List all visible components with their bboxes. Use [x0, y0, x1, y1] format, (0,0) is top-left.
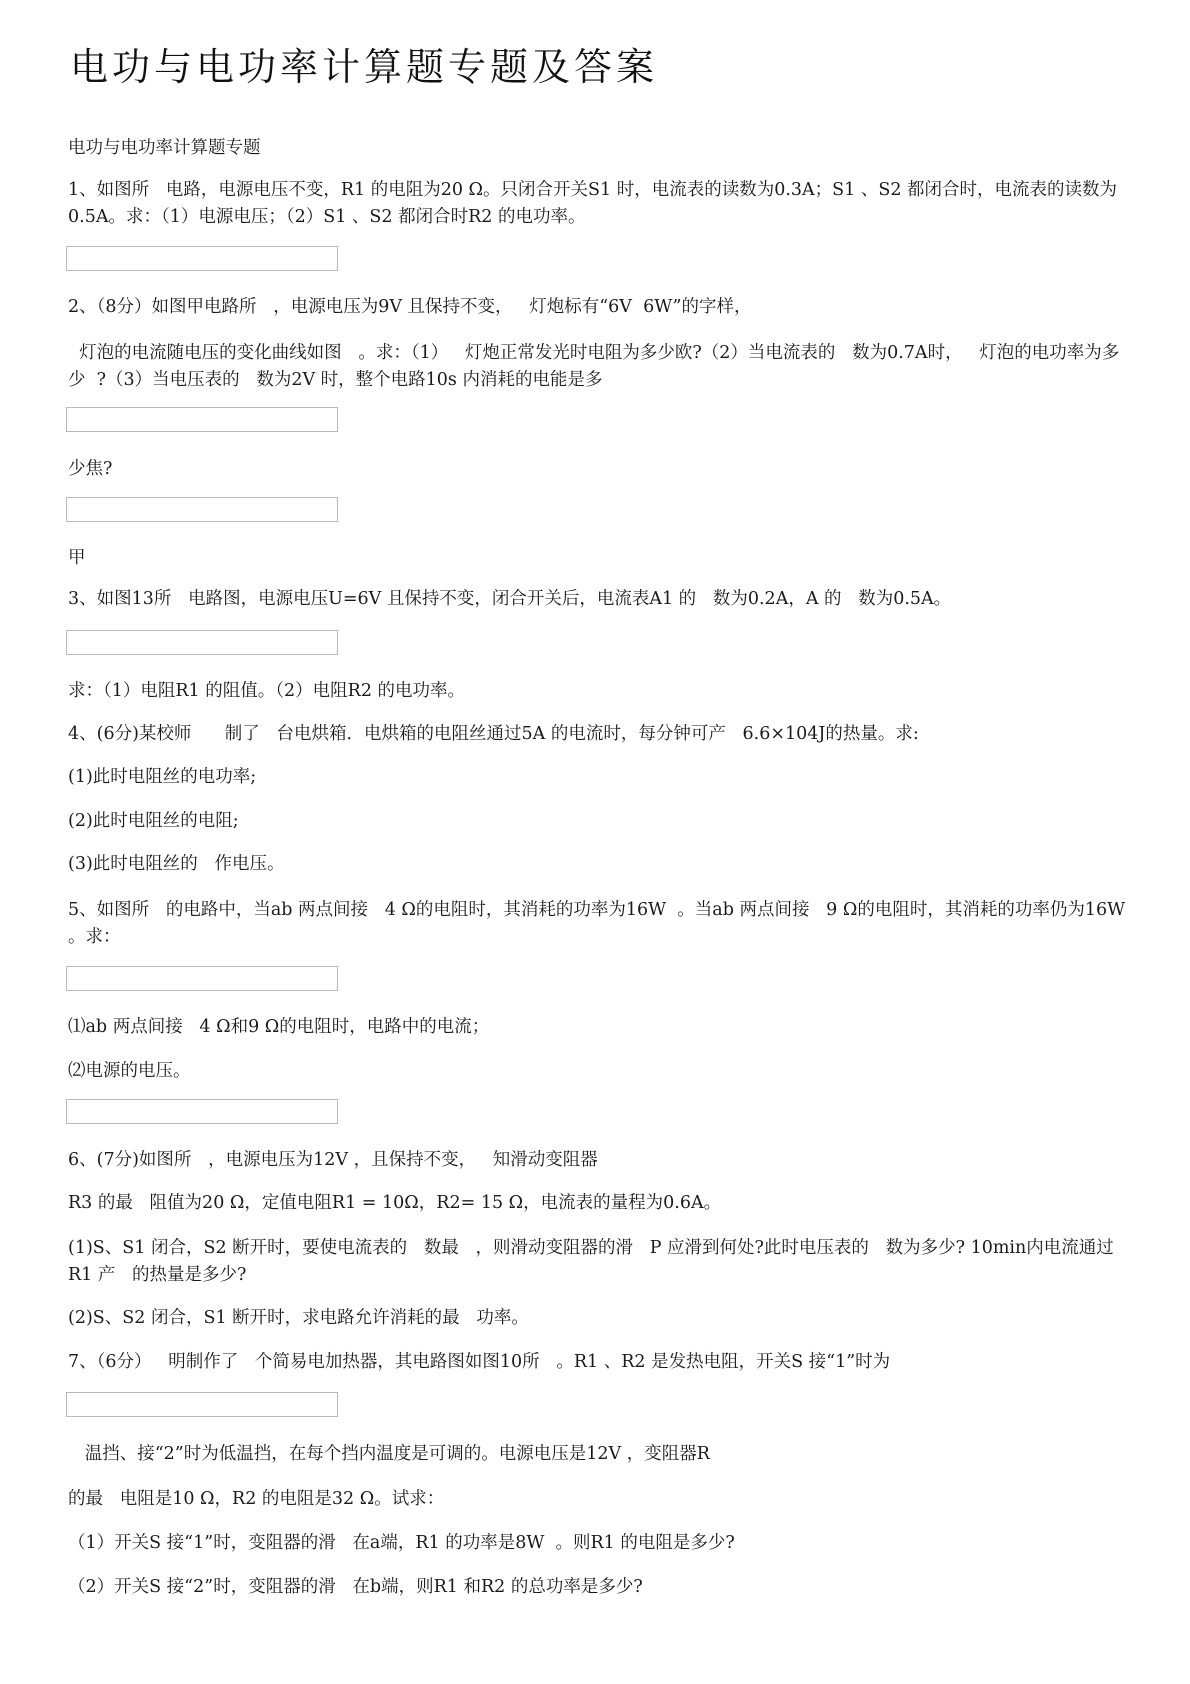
question-7-given: 的最 电阻是10 Ω，R2 的电阻是32 Ω。试求： — [68, 1489, 445, 1509]
question-2-body: 灯泡的电流随电压的变化曲线如图 。求：（1） 灯炮正常发光时电阻为多少欧?（2）当电流表的 数为0.7A时， 灯泡的电功率为多少 ?（3）当电压表的 数为2V 时，整个电路10s 内消耗的电能是多 — [68, 343, 1120, 390]
image-placeholder — [66, 246, 338, 271]
question-2: 2、（8分）如图甲电路所 ，电源电压为9V 且保持不变， 灯炮标有“6V 6W”的字样， — [68, 297, 752, 317]
question-5-part-2: ⑵电源的电压。 — [68, 1061, 191, 1081]
question-4: 4、(6分)某校师 制了 台电烘箱．电烘箱的电阻丝通过5A 的电流时，每分钟可产 6.6×104J的热量。求: — [68, 724, 919, 744]
question-7-part-1: （1）开关S 接“1”时，变阻器的滑 在a端，R1 的功率是8W 。则R1 的电阻是多少? — [68, 1533, 735, 1553]
question-4-part-1: (1)此时电阻丝的电功率; — [68, 767, 257, 787]
question-6: 6、(7分)如图所 ，电源电压为12V ，且保持不变， 知滑动变阻器 — [68, 1150, 598, 1170]
question-5-part-1: ⑴ab 两点间接 4 Ω和9 Ω的电阻时，电路中的电流； — [68, 1017, 490, 1037]
image-placeholder — [66, 1099, 338, 1124]
figure-label: 甲 — [68, 548, 86, 568]
image-placeholder — [66, 497, 338, 522]
question-7-part-2: （2）开关S 接“2”时，变阻器的滑 在b端，则R1 和R2 的总功率是多少? — [68, 1577, 643, 1597]
image-placeholder — [66, 1392, 338, 1417]
question-7-body: 温挡、接“2”时为低温挡，在每个挡内温度是可调的。电源电压是12V ，变阻器R — [68, 1444, 710, 1464]
section-heading: 电功与电功率计算题专题 — [68, 138, 261, 158]
question-4-part-2: (2)此时电阻丝的电阻; — [68, 811, 239, 831]
image-placeholder — [66, 966, 338, 991]
question-5: 5、如图所 的电路中，当ab 两点间接 4 Ω的电阻时，其消耗的功率为16W 。当ab 两点间接 9 Ω的电阻时，其消耗的功率仍为16W 。求： — [68, 900, 1137, 947]
question-6-given: R3 的最 阻值为20 Ω，定值电阻R1 = 10Ω，R2= 15 Ω，电流表的量程为0.6A。 — [68, 1193, 722, 1213]
image-placeholder — [66, 407, 338, 432]
question-6-part-1: (1)S、S1 闭合，S2 断开时，要使电流表的 数最 ，则滑动变阻器的滑 P 应滑到何处?此时电压表的 数为多少? 10min内电流通过R1 产 的热量是多少? — [68, 1238, 1114, 1285]
question-6-part-2: (2)S、S2 闭合，S1 断开时，求电路允许消耗的最 功率。 — [68, 1308, 529, 1328]
page-title: 电功与电功率计算题专题及答案 — [70, 45, 659, 89]
question-7: 7、（6分） 明制作了 个简易电加热器，其电路图如图10所 。R1 、R2 是发热电阻，开关S 接“1”时为 — [68, 1352, 891, 1372]
question-2-cont: 少焦? — [68, 459, 113, 479]
question-1: 1、如图所 电路，电源电压不变，R1 的电阻为20 Ω。只闭合开关S1 时，电流表的读数为0.3A；S1 、S2 都闭合时，电流表的读数为0.5A。求：（1）电源电压；（2）S1 、S2 都闭合时R2 的电功率。 — [68, 180, 1118, 227]
question-3-asks: 求：（1）电阻R1 的阻值。（2）电阻R2 的电功率。 — [68, 681, 466, 701]
image-placeholder — [66, 630, 338, 655]
question-4-part-3: (3)此时电阻丝的 作电压。 — [68, 854, 285, 874]
question-3: 3、如图13所 电路图，电源电压U=6V 且保持不变，闭合开关后，电流表A1 的 数为0.2A，A 的 数为0.5A。 — [68, 589, 952, 609]
